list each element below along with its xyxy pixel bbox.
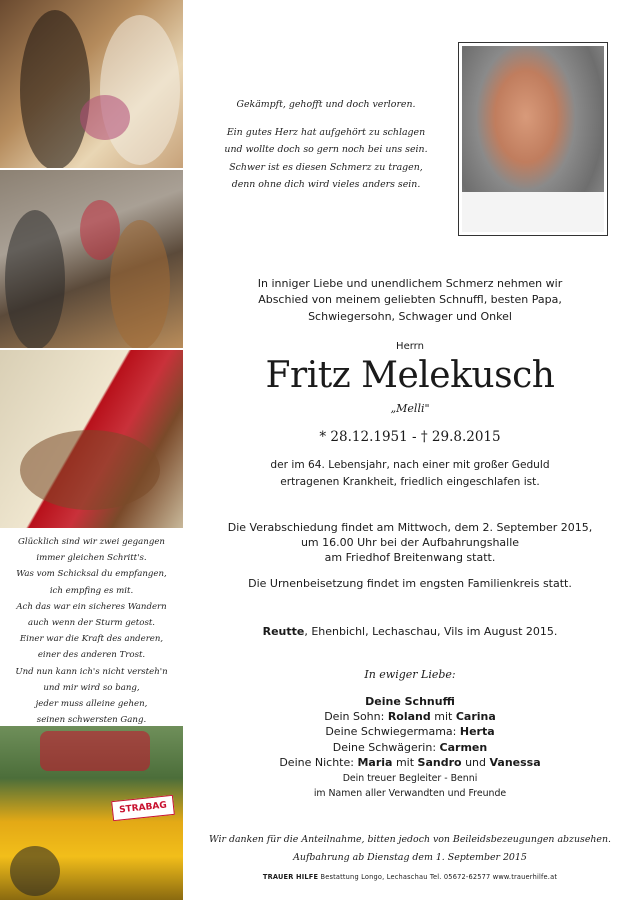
poem-line: einer des anderen Trost. (37, 650, 146, 661)
dog-photo (0, 350, 183, 528)
urn-text: Die Urnenbeisetzung findet im engsten Familienkreis statt. (248, 577, 572, 590)
place-date (200, 625, 620, 638)
farewell-line: am Friedhof Breitenwang statt. (324, 551, 496, 565)
thanks-line: Wir danken für die Anteilnahme, bitten jedoch von Beileidsbezeugungen abzusehen. (209, 834, 611, 845)
benni-line: Dein treuer Begleiter - Benni (342, 773, 478, 784)
benni-text (200, 771, 620, 802)
salutation: Herrn (396, 341, 424, 352)
thanks-line: Aufbahrung ab Dienstag dem 1. September 2015 (293, 851, 527, 863)
place-town: Reutte (262, 625, 305, 638)
poem-line: seinen schwersten Gang. (36, 715, 147, 726)
strabag-sign: STRABAG (111, 795, 175, 821)
intro-line: Schwiegersohn, Schwager und Onkel (308, 309, 512, 323)
footer-rest: Bestattung Longo, Lechaschau Tel. 05672-62577 www.trauerhilfe.at (318, 873, 558, 881)
poem-line: auch wenn der Sturm getost. (27, 618, 156, 629)
place-rest: , Ehenbichl, Lechaschau, Vils im August 2015. (304, 625, 558, 638)
intro-line: In inniger Liebe und unendlichem Schmerz nehmen wir (257, 277, 563, 290)
poem-line: Glücklich sind wir zwei gegangen (18, 537, 165, 547)
life-dates: * 28.12.1951 - † 29.8.2015 (319, 429, 501, 445)
poem-line: Und nun kann ich's nicht versteh'n (15, 666, 168, 677)
family-schwiegermama: Deine Schwiegermama: Herta (325, 725, 495, 739)
left-photo-column (0, 0, 183, 900)
farewell-line: um 16.00 Uhr bei der Aufbahrungshalle (300, 536, 520, 550)
thanks-text (200, 831, 620, 866)
poem-line: Was vom Schicksal du empfangen, (16, 569, 167, 580)
footer-brand: TRAUER HILFE (262, 873, 319, 881)
farewell-text (200, 520, 620, 566)
left-poem (0, 534, 183, 728)
illness-text (200, 457, 620, 490)
poem-line: jeder muss alleine gehen, (35, 699, 148, 710)
intro-line: Abschied von meinem geliebten Schnuffl, besten Papa, (258, 293, 562, 307)
illness-line: der im 64. Lebensjahr, nach einer mit großer Geduld (270, 459, 550, 471)
deceased-name: Fritz Melekusch (265, 355, 555, 396)
family-photo (0, 170, 183, 348)
poem-line: und wollte doch so gern noch bei uns sein. (224, 144, 428, 155)
family-schwaegerin: Deine Schwägerin: Carmen (332, 740, 488, 754)
intro-text (200, 276, 620, 325)
family-schnuffi: Deine Schnuffi (365, 695, 455, 708)
poem-line: Ach das war ein sicheres Wandern (16, 601, 167, 612)
farewell-line: Die Verabschiedung findet am Mittwoch, dem 2. September 2015, (227, 521, 593, 534)
ewig-heading: In ewiger Liebe: (364, 668, 456, 681)
poem-line: denn ohne dich wird vieles anders sein. (231, 179, 421, 190)
poem-line: immer gleichen Schritt's. (36, 553, 147, 564)
poem-line: Schwer ist es diesen Schmerz zu tragen, (229, 161, 423, 173)
family-list (200, 694, 620, 770)
top-poem (200, 96, 452, 194)
poem-line: ich empfing es mit. (49, 585, 134, 596)
illness-line: ertragenen Krankheit, friedlich eingeschlafen ist. (280, 475, 540, 488)
portrait-photo (458, 42, 608, 236)
footer-credit (200, 873, 620, 881)
poem-line: Ein gutes Herz hat aufgehört zu schlagen (226, 126, 426, 138)
wedding-photo (0, 0, 183, 168)
poem-line: Einer war die Kraft des anderen, (19, 634, 164, 645)
family-nichte: Deine Nichte: Maria mit Sandro und Vanessa (279, 755, 541, 769)
family-sohn: Dein Sohn: Roland mit Carina (324, 710, 496, 724)
nickname: „Melli" (390, 402, 430, 415)
poem-line: und mir wird so bang, (43, 682, 140, 693)
benni-line: im Namen aller Verwandten und Freunde (313, 788, 507, 800)
poem-line: Gekämpft, gehofft und doch verloren. (236, 99, 416, 110)
